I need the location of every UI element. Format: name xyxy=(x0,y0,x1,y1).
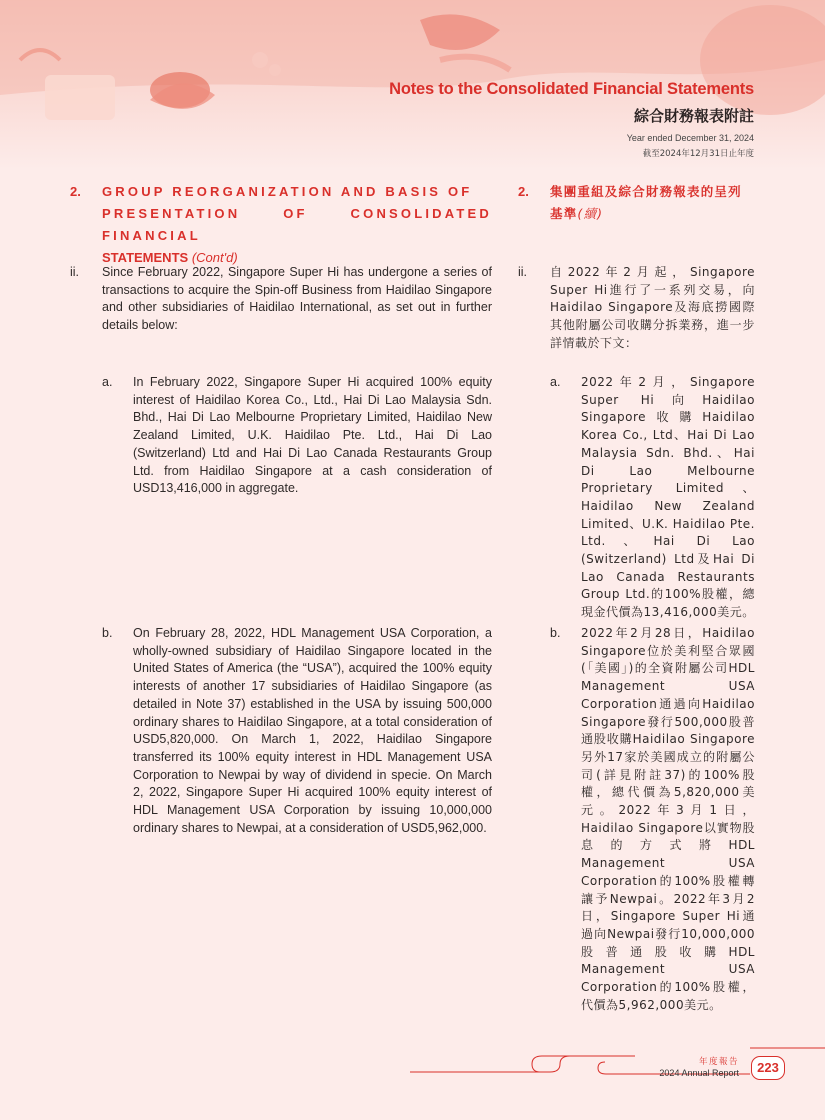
section-heading-zh xyxy=(550,181,755,225)
item-marker-en: ii. xyxy=(70,265,80,279)
sub-b-marker-en: b. xyxy=(102,626,113,640)
section-number-zh: 2. xyxy=(518,184,529,199)
contd-label-zh: (續) xyxy=(577,206,604,221)
page-header xyxy=(389,80,754,159)
item-paragraph-zh: 自2022年2月起，Singapore Super Hi進行了一系列交易，向Haidilao Singapore及海底撈國際其他附屬公司收購分拆業務，進一步詳情載於下文： xyxy=(550,265,755,350)
footer-report-zh: 年度報告 xyxy=(698,1057,739,1067)
section-number-en: 2. xyxy=(70,184,81,199)
sub-b-marker-zh: b. xyxy=(550,626,561,640)
english-column xyxy=(70,181,492,871)
chinese-column xyxy=(518,181,755,1012)
footer-report-en: 2024 Annual Report xyxy=(659,1068,739,1078)
contd-label-en: (Cont'd) xyxy=(191,250,238,265)
page-number: 223 xyxy=(751,1056,785,1080)
sub-a-marker-zh: a. xyxy=(550,375,561,389)
item-marker-zh: ii. xyxy=(518,265,528,279)
heading-line-1: GROUP REORGANIZATION AND BASIS OF xyxy=(102,184,473,199)
header-title-en: Notes to the Consolidated Financial Statements xyxy=(389,80,754,98)
sub-a-paragraph-zh: 2022年2月，Singapore Super Hi向Haidilao Singapore收購Haidilao Korea Co., Ltd、Hai Di Lao Malaysia Sdn. Bhd.、Hai Di Lao Melbourne Proprietary Limited、Haidilao New Zealand Limited、U.K. Haidilao Pte. Ltd.、Hai Di Lao (Switzerland) Ltd及Hai Di Lao Canada Restaurants Group Ltd.的100%股權，總現金代價為13,416,000美元。 xyxy=(581,375,755,620)
heading-line-3: STATEMENTS xyxy=(102,250,189,265)
sub-b-paragraph-en: On February 28, 2022, HDL Management USA Corporation, a wholly-owned subsidiary of Haidilao Singapore located in the United States of America (the “USA”), acquired the 100% equity interests of another 17 subsidiaries of Haidilao Singapore (as detailed in Note 37) established in the USA by issuing 500,000 ordinary shares to Haidilao Singapore, at a total consideration of USD5,820,000. On March 1, 2022, Haidilao Singapore transferred its 100% equity interest in HDL Management USA Corporation to Newpai by way of dividend in specie. On March 2, 2022, Singapore Super Hi acquired 100% equity interest of HDL Management USA Corporation by issuing 10,000,000 ordinary shares to Newpai, at a consideration of USD5,962,000. xyxy=(133,626,492,835)
section-heading-en xyxy=(102,181,492,269)
sub-a-marker-en: a. xyxy=(102,375,113,389)
sub-a-paragraph-en: In February 2022, Singapore Super Hi acquired 100% equity interest of Haidilao Korea Co., Ltd., Hai Di Lao Malaysia Sdn. Bhd., Hai Di Lao Melbourne Proprietary Limited, Haidilao New Zealand Limited, U.K. Haidilao Pte. Ltd., Hai Di Lao (Switzerland) Ltd and Hai Di Lao Canada Restaurants Group Ltd. from Haidilao Singapore at a cash consideration of USD13,416,000 in aggregate. xyxy=(133,375,492,496)
header-year-zh: 截至2024年12月31日止年度 xyxy=(642,149,754,159)
header-year-en: Year ended December 31, 2024 xyxy=(626,133,754,143)
heading-text-zh: 集團重組及綜合財務報表的呈列基準 xyxy=(550,184,742,221)
heading-line-2: PRESENTATION OF CONSOLIDATED FINANCIAL xyxy=(102,206,492,243)
item-paragraph-en: Since February 2022, Singapore Super Hi has undergone a series of transactions to acquire the Spin-off Business from Haidilao Singapore and other subsidiaries of Haidilao International, as set out in further details below: xyxy=(102,265,492,333)
header-title-zh: 綜合財務報表附註 xyxy=(633,107,754,125)
sub-b-paragraph-zh: 2022年2月28日，Haidilao Singapore位於美利堅合眾國(「美國」)的全資附屬公司HDL Management USA Corporation通過向Haidilao Singapore發行500,000股普通股收購Haidilao Singapore另外17家於美國成立的附屬公司(詳見附註37)的100%股權，總代價為5,820,000美元。2022年3月1日，Haidilao Singapore以實物股息的方式將HDL Management USA Corporation的100%股權轉讓予Newpai。2022年3月2日，Singapore Super Hi通過向Newpai發行10,000,000股普通股收購HDL Management USA Corporation的100%股權，代價為5,962,000美元。 xyxy=(581,626,755,1012)
